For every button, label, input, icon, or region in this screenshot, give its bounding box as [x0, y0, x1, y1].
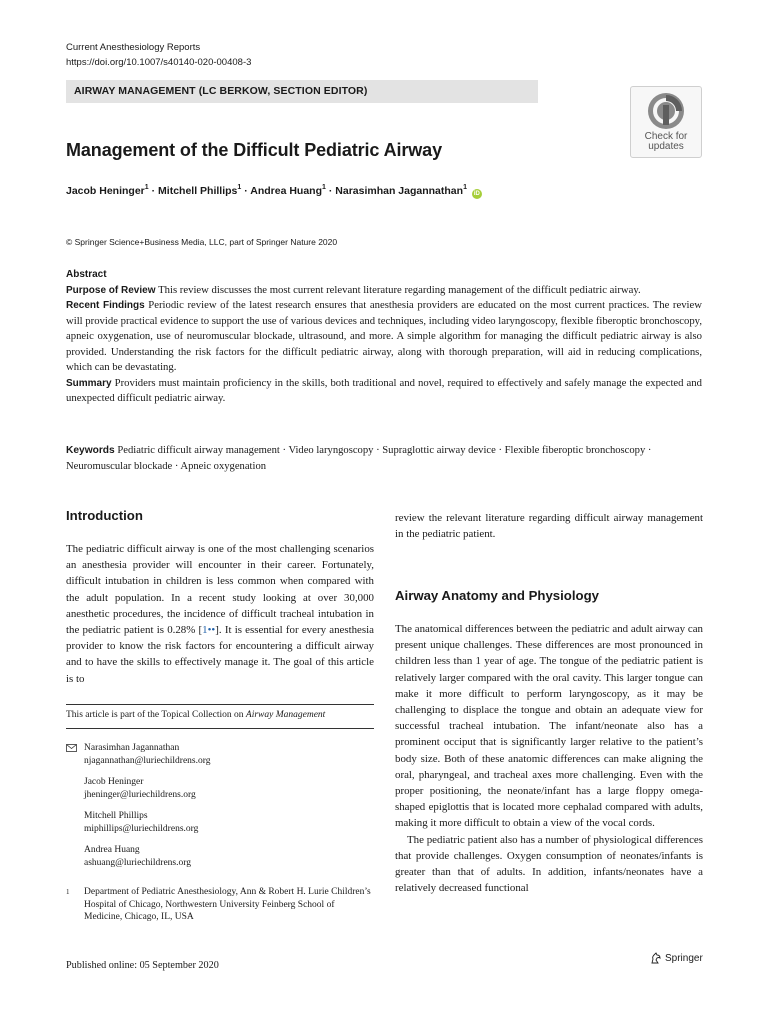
author-affiliation-mark: 1 — [322, 184, 326, 191]
divider — [66, 728, 374, 729]
intro-text-part2: ]. It is essential for every anesthesia provider to know the risk factors for encountering a difficult airway and to have the skills to effectively manage it. The goal of this article is to — [66, 624, 374, 685]
contact-entry — [84, 810, 374, 836]
abstract-heading: Abstract — [66, 269, 107, 280]
contact-email[interactable]: njagannathan@luriechildrens.org — [84, 756, 211, 766]
contact-email[interactable]: jheninger@luriechildrens.org — [84, 790, 196, 800]
check-for-updates-badge[interactable] — [630, 86, 702, 158]
keywords-text: Pediatric difficult airway management · Video laryngoscopy · Supraglottic airway device · Flexible fiberoptic bronchoscopy · Neuromuscular blockade · Apneic oxygenation — [66, 445, 652, 472]
author-name[interactable]: Narasimhan Jagannathan — [335, 185, 464, 197]
author-list — [66, 184, 482, 199]
author-name[interactable]: Andrea Huang — [250, 185, 323, 197]
author-separator: · — [151, 185, 156, 197]
contact-entry — [84, 742, 374, 768]
author-separator: · — [244, 185, 248, 197]
orcid-icon[interactable]: iD — [473, 191, 480, 197]
doi-link[interactable]: https://doi.org/10.1007/s40140-020-00408-3 — [66, 57, 252, 68]
springer-horse-icon — [650, 952, 662, 964]
author-affiliation-mark: 1 — [463, 184, 467, 191]
anatomy-paragraph-1: The anatomical differences between the pediatric and adult airway can present unique challenges. These differences are most pronounced in children less than 1 year of age. The tongue of the pediatric patient is relatively larger compared with the oral cavity. This larger tongue can make it more difficult to perform laryngoscopy, as it may be challenging to displace the tongue and obtain an adequate view for successful tracheal intubation. The infant/neonate also has a prominent occiput that is significantly larger relative to the patient’s body size. Both of these anatomic differences can make aligning the oral, pharyngeal, and tracheal axes more challenging. Even with the proper positioning, the neonate/infant has a large floppy omega-shaped epiglottis that is located more cephalad compared with adults, making it more difficult to obtain a view of the vocal cords. — [395, 623, 703, 830]
affiliation-text: Department of Pediatric Anesthesiology, Ann & Robert H. Lurie Children’s Hospital of Chicago, Northwestern University Feinberg School of Medicine, Chicago, IL, USA — [84, 887, 371, 922]
contact-name: Narasimhan Jagannathan — [84, 743, 180, 753]
author-affiliation-mark: 1 — [237, 184, 242, 191]
contact-list — [66, 742, 374, 878]
anatomy-paragraph-2: The pediatric patient also has a number of physiological differences that provide challenges. Oxygen consumption of neonates/infants is greater than that of adults. In addition, infants/neonates have a relatively decreased functional — [395, 833, 703, 895]
article-title: Management of the Difficult Pediatric Airway — [66, 140, 442, 160]
introduction-heading: Introduction — [66, 508, 143, 523]
keywords-label: Keywords — [66, 445, 115, 456]
topical-collection-name[interactable]: Airway Management — [245, 710, 326, 720]
journal-name: Current Anesthesiology Reports — [66, 42, 201, 53]
introduction-continuation: review the relevant literature regarding difficult airway management in the pediatric patient. — [395, 512, 703, 541]
abstract-block — [66, 267, 702, 407]
publisher-logo[interactable] — [650, 952, 703, 964]
check-updates-line1: Check for — [644, 131, 688, 142]
contact-email[interactable]: miphillips@luriechildrens.org — [84, 824, 199, 834]
author-affiliation-mark: 1 — [144, 184, 149, 191]
contact-email[interactable]: ashuang@luriechildrens.org — [84, 858, 191, 868]
contact-entry — [84, 844, 374, 870]
purpose-text: This review discusses the most current relevant literature regarding management of the difficult pediatric airway. — [158, 283, 641, 296]
copyright-symbol: © — [66, 237, 73, 247]
published-date: Published online: 05 September 2020 — [66, 960, 219, 971]
intro-text-part1: The pediatric difficult airway is one of the most challenging scenarios an anesthesia provider will encounter in their career. Fortunately, difficult intubation in children is less common when compared with the adult population. In a recent study looking at over 30,000 anesthetic procedures, the incidence of difficult tracheal intubation in the pediatric patient is 0.28% [ — [66, 543, 374, 637]
purpose-label: Purpose of Review — [66, 284, 156, 296]
author-name[interactable]: Jacob Heninger — [66, 185, 145, 197]
copyright-line — [66, 237, 337, 247]
check-for-updates-icon — [646, 91, 686, 131]
section-banner: AIRWAY MANAGEMENT (LC BERKOW, SECTION EDITOR) — [66, 80, 538, 103]
topical-collection-note — [66, 710, 325, 720]
author-name[interactable]: Mitchell Phillips — [158, 185, 238, 197]
keywords-block — [66, 443, 702, 475]
findings-label: Recent Findings — [66, 300, 145, 311]
findings-text: Periodic review of the latest research ensures that anesthesia providers are educated on the most current practices. The review will provide practical evidence to support the use of various devices and techniques, including video laryngoscopy, flexible fiberoptic bronchoscopy, apneic oxygenation, use of neuromuscular blockade, ultrasound, and more. A simple algorithm for managing the difficult pediatric airway is also provided. Understanding the risk factors for the difficult pediatric airway, along with thorough preparation, will aid in reducing complications, which can be devastating. — [66, 299, 702, 373]
author-separator: · — [328, 185, 333, 197]
summary-label: Summary — [66, 377, 112, 389]
publisher-name: Springer — [665, 952, 703, 964]
affiliation-number: 1 — [66, 888, 70, 896]
topical-prefix: This article is part of the Topical Collection on — [66, 710, 244, 720]
journal-header — [66, 40, 251, 70]
summary-text: Providers must maintain proficiency in the skills, both traditional and novel, required to effectively and safely manage the expected and unexpected difficult pediatric airway. — [66, 376, 702, 404]
envelope-icon — [66, 744, 77, 752]
reference-link[interactable]: 1•• — [202, 624, 216, 637]
contact-name: Andrea Huang — [84, 845, 140, 855]
affiliation-footnote — [66, 886, 374, 924]
check-updates-line2: updates — [648, 141, 684, 152]
anatomy-heading: Airway Anatomy and Physiology — [395, 588, 599, 603]
contact-entry — [84, 776, 374, 802]
anatomy-body — [395, 621, 703, 896]
introduction-paragraph — [66, 541, 374, 687]
contact-name: Jacob Heninger — [84, 777, 144, 787]
contact-name: Mitchell Phillips — [84, 811, 148, 821]
copyright-text: Springer Science+Business Media, LLC, part of Springer Nature 2020 — [74, 237, 338, 247]
divider — [66, 704, 374, 705]
